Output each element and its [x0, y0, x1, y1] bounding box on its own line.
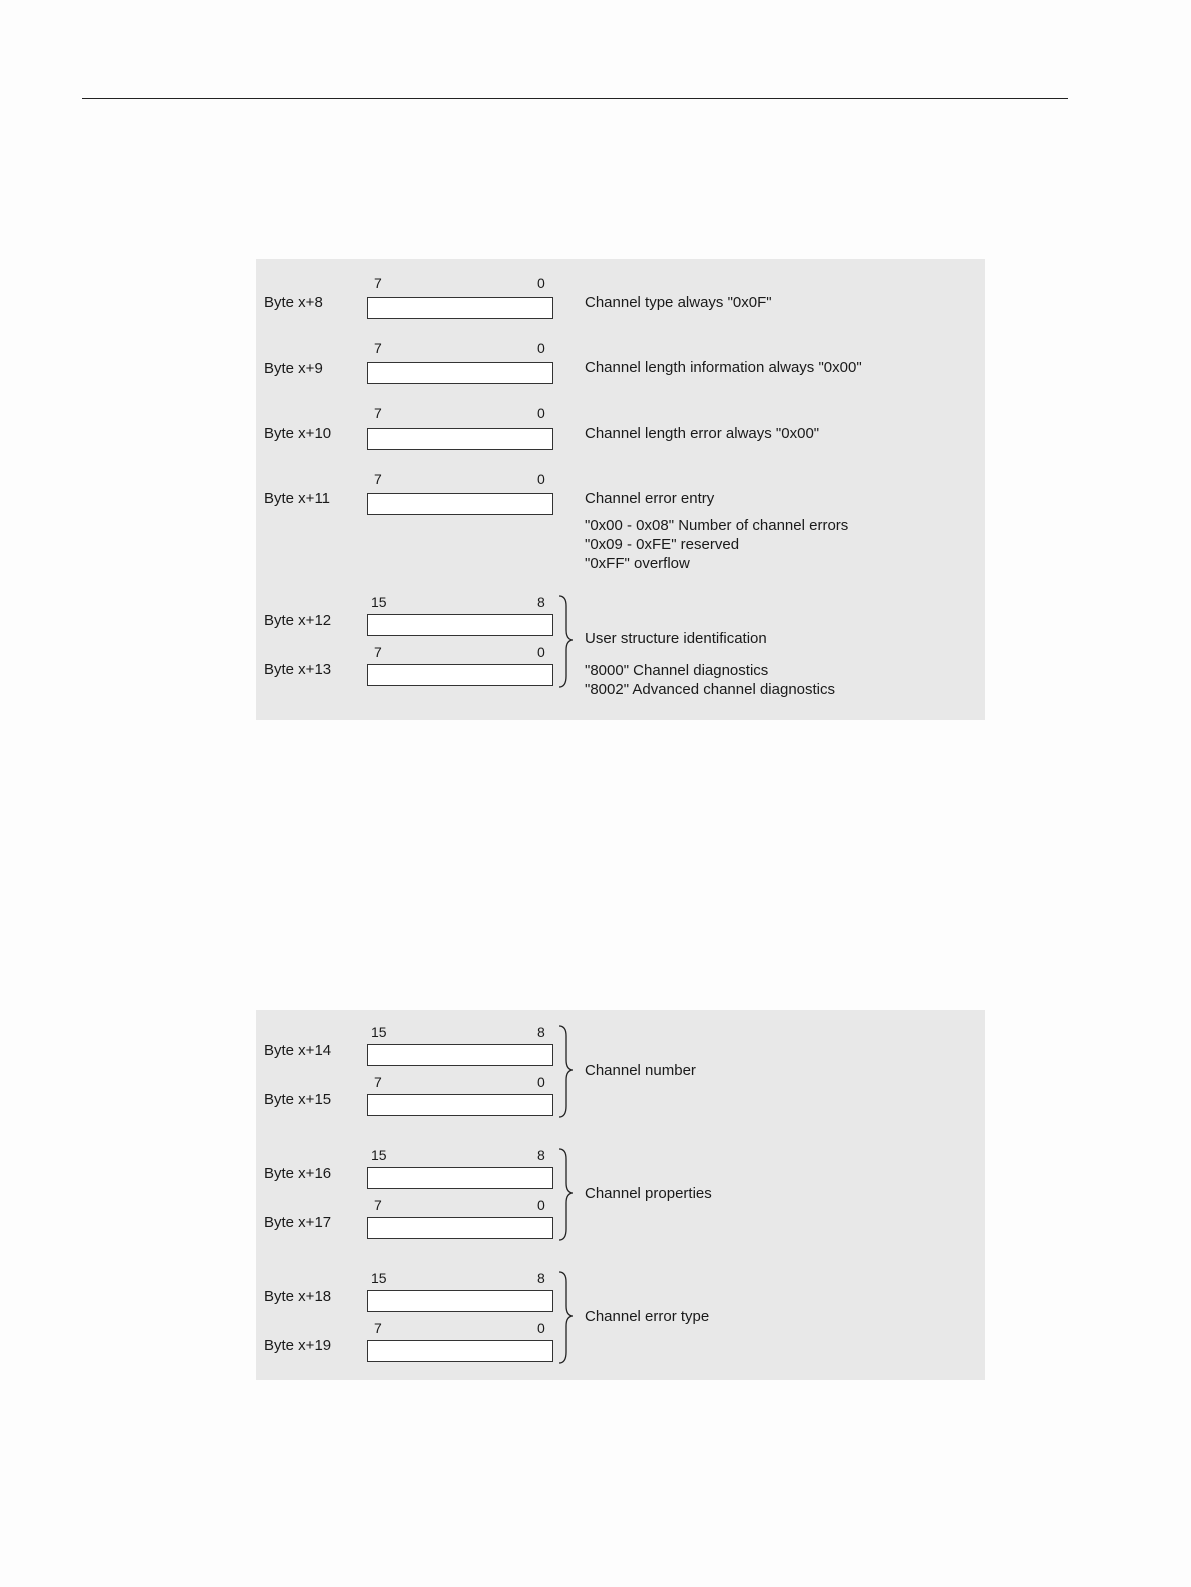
byte-description: User structure identification [585, 630, 767, 647]
description-note: "0x09 - 0xFE" reserved [585, 536, 740, 553]
byte-label: Byte x+18 [264, 1288, 332, 1305]
group-brace [556, 1147, 580, 1243]
byte-description: Channel properties [585, 1185, 712, 1202]
byte-field [367, 614, 553, 636]
bit-low-label: 0 [537, 1197, 545, 1213]
byte-label: Byte x+19 [264, 1337, 332, 1354]
bit-low-label: 0 [537, 471, 545, 487]
bit-high-label: 7 [374, 644, 382, 660]
bit-low-label: 0 [537, 1320, 545, 1336]
byte-label: Byte x+12 [264, 612, 332, 629]
description-note: "0xFF" overflow [585, 555, 690, 572]
byte-field [367, 1094, 553, 1116]
bit-high-label: 7 [374, 471, 382, 487]
byte-description: Channel number [585, 1062, 696, 1079]
byte-label: Byte x+9 [264, 360, 323, 377]
byte-field [367, 1167, 553, 1189]
bit-low-label: 0 [537, 405, 545, 421]
group-brace [556, 1024, 580, 1120]
bit-low-label: 0 [537, 275, 545, 291]
byte-label: Byte x+15 [264, 1091, 332, 1108]
byte-label: Byte x+13 [264, 661, 332, 678]
byte-field [367, 1217, 553, 1239]
byte-field [367, 428, 553, 450]
bit-high-label: 7 [374, 1074, 382, 1090]
byte-description: Channel type always "0x0F" [585, 294, 772, 311]
description-note: "8002" Advanced channel diagnostics [585, 681, 835, 698]
byte-description: Channel length error always "0x00" [585, 425, 820, 442]
byte-field [367, 1044, 553, 1066]
byte-field [367, 493, 553, 515]
bit-high-label: 15 [371, 1270, 387, 1286]
bit-low-label: 0 [537, 644, 545, 660]
bit-low-label: 8 [537, 1024, 545, 1040]
byte-label: Byte x+8 [264, 294, 323, 311]
byte-description: Channel error entry [585, 490, 715, 507]
description-note: "8000" Channel diagnostics [585, 662, 769, 679]
bit-high-label: 7 [374, 275, 382, 291]
group-brace [556, 594, 580, 690]
bit-high-label: 7 [374, 340, 382, 356]
header-rule [82, 98, 1068, 99]
byte-label: Byte x+11 [264, 490, 331, 507]
bit-low-label: 0 [537, 1074, 545, 1090]
byte-field [367, 297, 553, 319]
byte-field [367, 1340, 553, 1362]
bit-high-label: 7 [374, 1197, 382, 1213]
byte-label: Byte x+16 [264, 1165, 332, 1182]
bit-high-label: 15 [371, 1147, 387, 1163]
byte-label: Byte x+17 [264, 1214, 332, 1231]
byte-field [367, 362, 553, 384]
byte-label: Byte x+14 [264, 1042, 332, 1059]
bit-low-label: 8 [537, 594, 545, 610]
group-brace [556, 1270, 580, 1366]
byte-field [367, 1290, 553, 1312]
byte-label: Byte x+10 [264, 425, 332, 442]
bit-high-label: 7 [374, 1320, 382, 1336]
byte-description: Channel length information always "0x00" [585, 359, 862, 376]
bit-high-label: 7 [374, 405, 382, 421]
bit-high-label: 15 [371, 594, 387, 610]
byte-field [367, 664, 553, 686]
bit-high-label: 15 [371, 1024, 387, 1040]
description-note: "0x00 - 0x08" Number of channel errors [585, 517, 849, 534]
bit-low-label: 8 [537, 1270, 545, 1286]
byte-description: Channel error type [585, 1308, 710, 1325]
bit-low-label: 0 [537, 340, 545, 356]
bit-low-label: 8 [537, 1147, 545, 1163]
